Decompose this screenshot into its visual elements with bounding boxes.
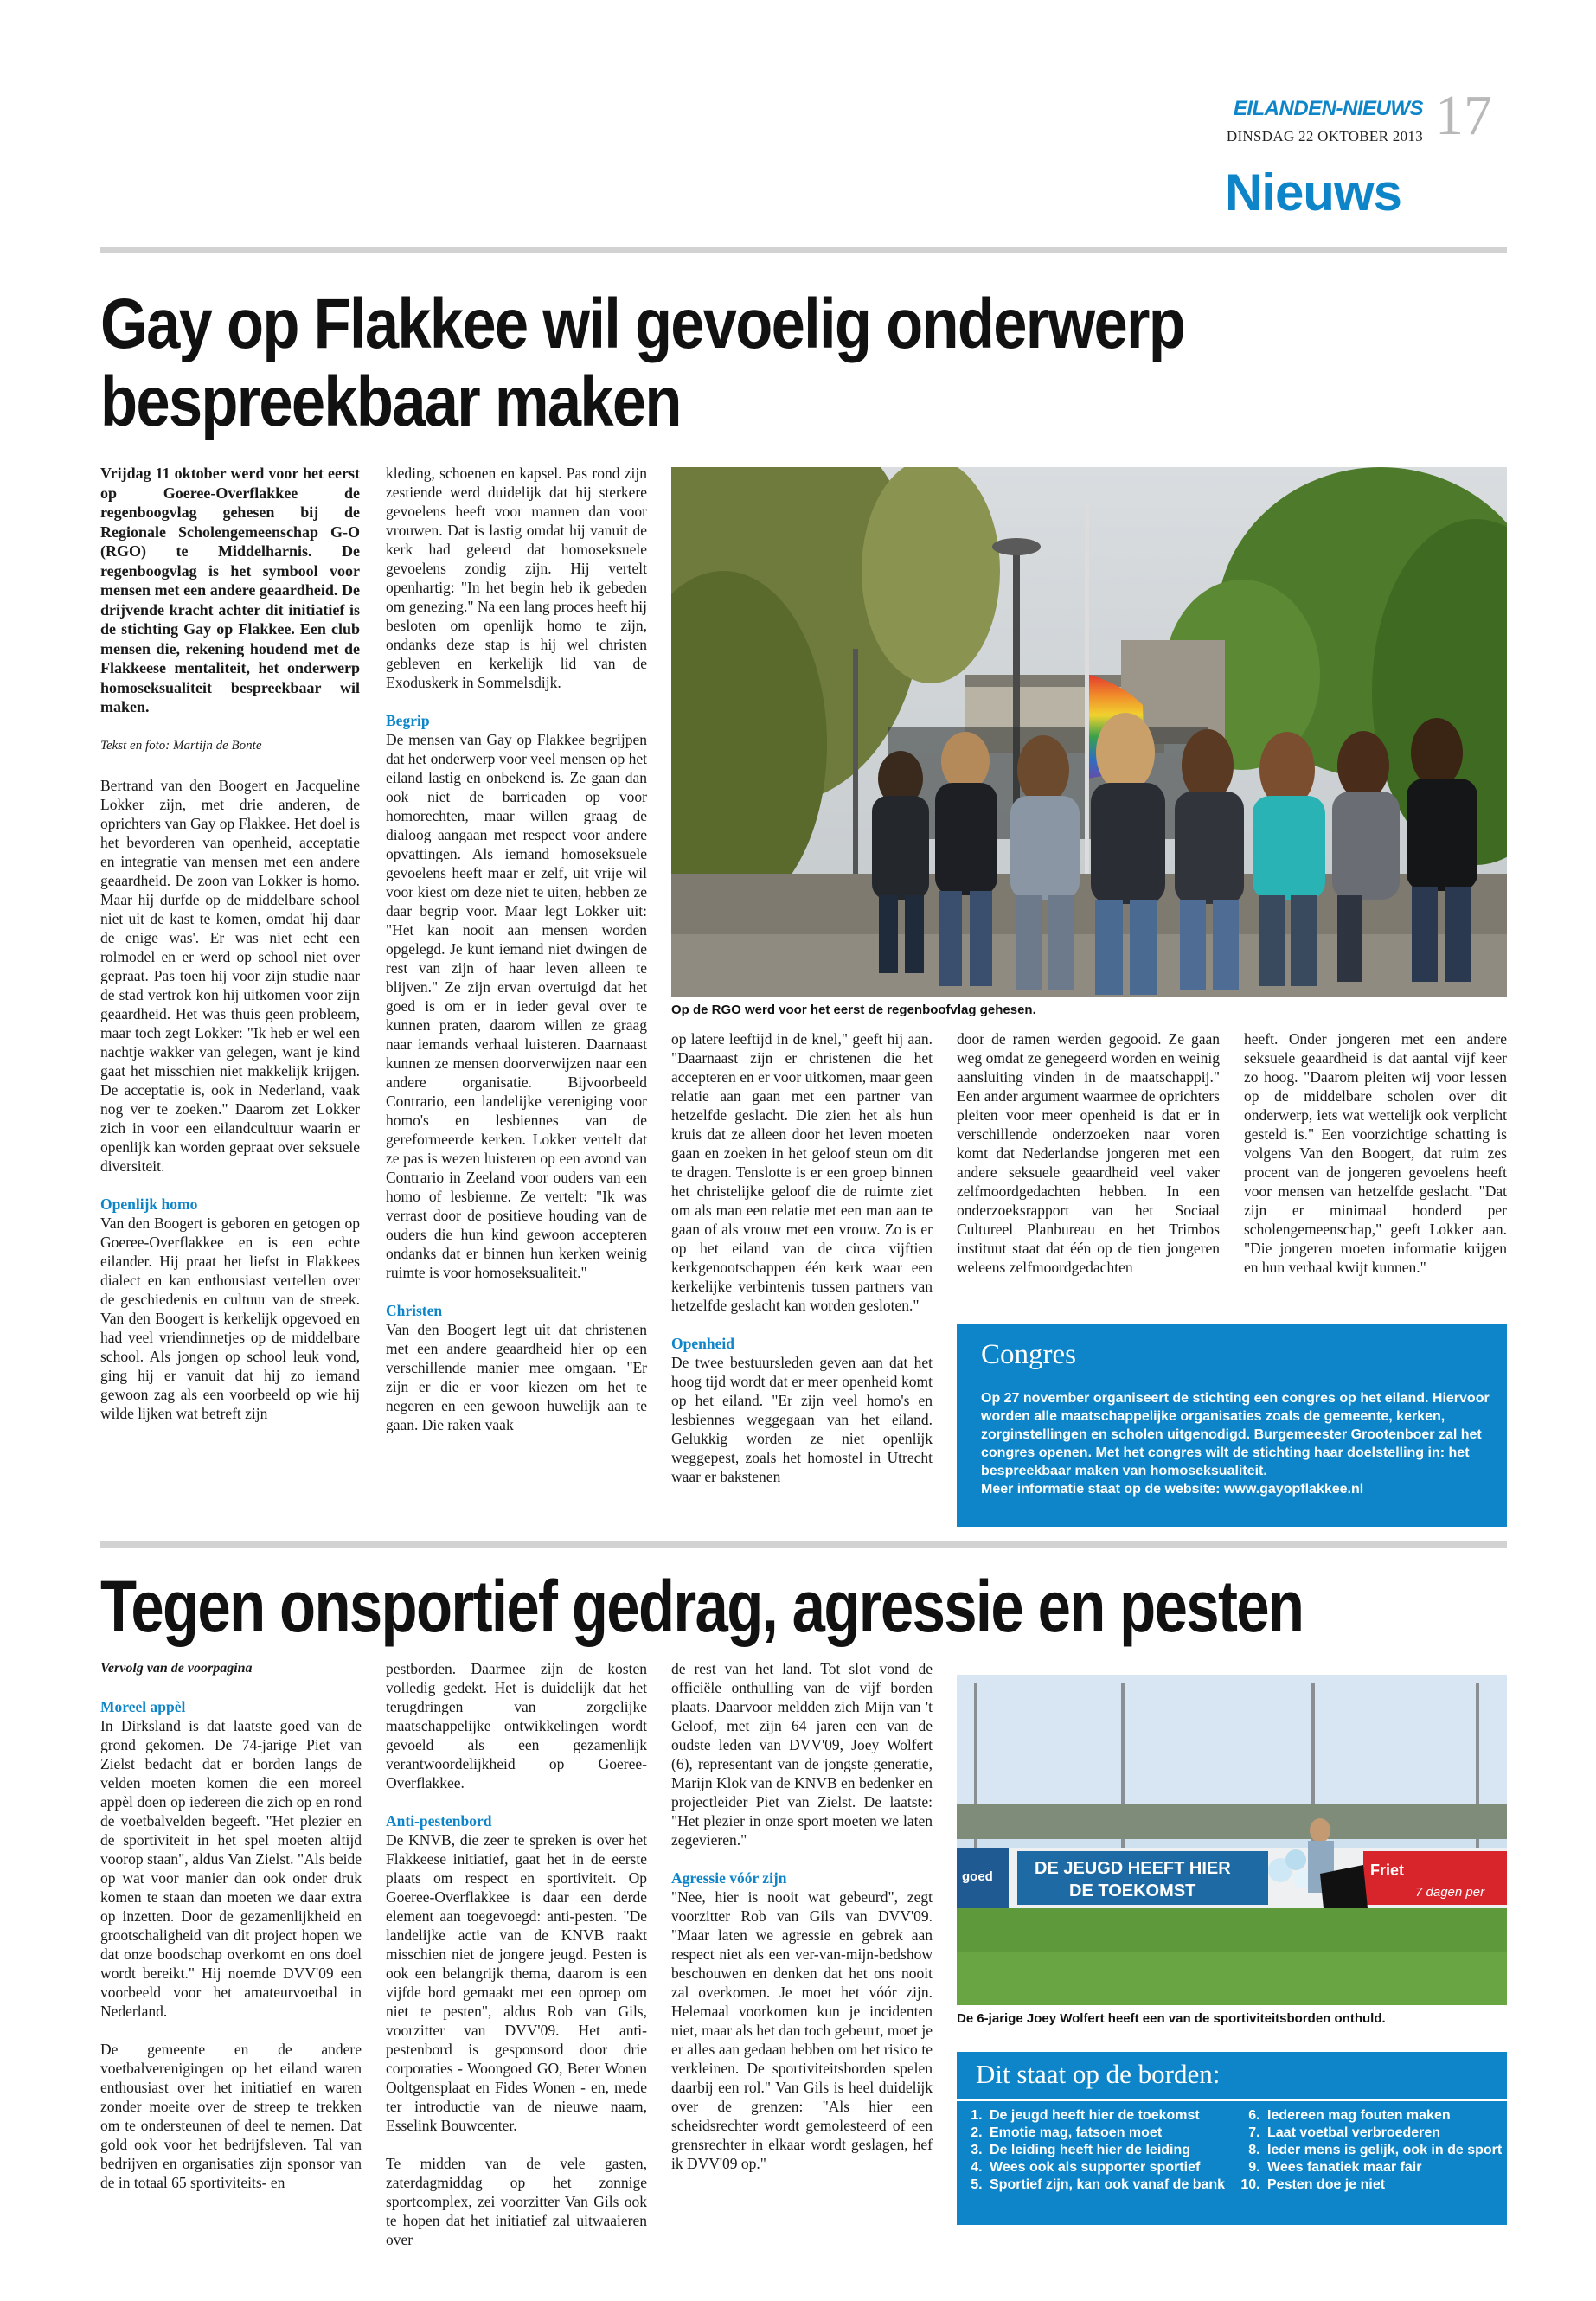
article1-paragraph: op latere leeftijd in de knel," geeft hij aan. "Daarnaast zijn er christenen die het accepteren en er voor uitkomen, maar geen relatie aan gaan met een partner van hetzelfde geslacht. Die zien het als hun kruis dat ze alleen door het leven moeten gaan en zoeken in het geloof steun om dit te dragen. Tenslotte is er een groep binnen het christelijke geloof die de ruimte ziet om als man een relatie met een man aan te gaan of als vrouw met een vrouw. Zo is er op het eiland van de circa vijftien kerkgenootschappen één kerk waar een kerkelijke verbintenis tussen partners van hetzelfde geslacht kan worden gesloten." — [671, 1030, 933, 1314]
page-number: 17 — [1435, 84, 1492, 147]
borden-item: 8. Ieder mens is gelijk, ook in de sport — [1264, 2142, 1507, 2159]
article2-paragraph: de rest van het land. Tot slot vond de officiële onthulling van de vijf borden plaats. Daarvoor meldden zich Mijn van 't Geloof, met zijn 64 jaren een van de oudste leden van DVV'09, Joey Wolfert (6), representant van de jongste generatie, Marijn Klok van de KNVB en bedenker en projectleider Piet van Zielst. De laatste: "Het plezier in onze sport moeten we laten zegevieren." — [671, 1660, 933, 1849]
article1-paragraph: Van den Boogert is geboren en getogen op Goeree-Overflakkee en is een echte eilander. Hij praat het liefst in Flakkees dialect en kan enthousiast vertellen over de geschiedenis en cultuur van de streek. Van den Boogert is kerkelijk opgevoed en had veel vriendinnetjes op de middelbare school. Als jongen op school leuk vond, ging hij er vanuit dat hij zo iemand gewoon zag als een voorbeeld op wie hij wilde lijken wat betreft zijn — [100, 1214, 360, 1422]
article1-paragraph: heeft. Onder jongeren met een andere seksuele geaardheid is dat aantal vijf keer zo hoog. "Daarom pleiten wij voor lessen op de middelbare scholen over dit onderwerp, iets wat wettelijk ook verplicht gesteld is." Een voorzichtige schatting is volgens Van den Boogert, dat ruim zes procent van de jongeren gevoelens heeft voor mensen van hetzelfde geslacht. "Dat zijn er minimaal honderd per scholengemeenschap," geeft Lokker aan. "Die jongeren moeten informatie krijgen en hun verhaal kwijt kunnen." — [1244, 1030, 1507, 1276]
borden-item: 5. Sportief zijn, kan ook vanaf de bank — [986, 2176, 1229, 2194]
article1-lead: Vrijdag 11 oktober werd voor het eerst op Goeree-Overflakkee de regenboogvlag gehesen bij de Regionale Scholengemeenschap G-O (RGO) te Middelharnis. De regenboogvlag is het symbool voor mensen met een andere geaardheid. De drijvende kracht achter dit initiatief is de stichting Gay op Flakkee. Een club mensen die, rekening houdend met de Flakkeese mentaliteit, het onderwerp homoseksualiteit bespreekbaar wil maken. — [100, 465, 360, 715]
subheading-agressie: Agressie vóór zijn — [671, 1869, 787, 1887]
newspaper-logo: EILANDEN-NIEUWS — [1233, 97, 1423, 120]
congres-info-box — [957, 1324, 1507, 1527]
website-link[interactable]: Meer informatie staat op de website: www.gayopflakkee.nl — [981, 1482, 1364, 1497]
svg-text:goed: goed — [962, 1869, 993, 1884]
subheading-anti-pestenbord: Anti-pestenbord — [386, 1812, 492, 1830]
borden-list-right — [1229, 2107, 1507, 2194]
borden-item: 2. Emotie mag, fatsoen moet — [986, 2125, 1229, 2142]
article1-col2 — [386, 464, 647, 1434]
borden-item: 1. De jeugd heeft hier de toekomst — [986, 2107, 1229, 2125]
subheading-openheid: Openheid — [671, 1335, 734, 1352]
flag-raising-illustration — [671, 467, 1507, 997]
top-divider — [100, 247, 1507, 253]
banner-right-text1: Friet — [1370, 1862, 1405, 1879]
banner-right-text2: 7 dagen per — [1415, 1885, 1485, 1900]
article2-paragraph: De gemeente en de andere voetbalverenigingen op het eiland waren enthousiast over het initiatief en waren zonder moeite over de streep te trekken om te ondersteunen of deel te nemen. Dat gold ook voor het bedrijfsleven. Tal van bedrijven en organisaties zijn sponsor van de in totaal 65 sportiviteits- en — [100, 2041, 362, 2191]
borden-box-title: Dit staat op de borden: — [976, 2059, 1221, 2089]
flag-photo-caption: Op de RGO werd voor het eerst de regenboofvlag gehesen. — [671, 1003, 1036, 1017]
article1-col3 — [671, 1029, 933, 1486]
subheading-moreel-appel: Moreel appèl — [100, 1698, 186, 1715]
section-title: Nieuws — [1224, 163, 1401, 221]
borden-list-left — [957, 2107, 1229, 2194]
borden-item: 6. Iedereen mag fouten maken — [1264, 2107, 1507, 2125]
article1-headline: Gay op Flakkee wil gevoelig onderwerp bespreekbaar maken — [100, 285, 1185, 441]
article2-headline: Tegen onsportief gedrag, agressie en pesten — [100, 1566, 1304, 1647]
banner-unveiling-photo — [957, 1675, 1507, 2005]
borden-item: 7. Laat voetbal verbroederen — [1264, 2125, 1507, 2142]
issue-date: DINSDAG 22 OKTOBER 2013 — [1226, 128, 1423, 144]
article2-col2 — [386, 1659, 647, 2249]
borden-item: 9. Wees fanatiek maar fair — [1264, 2159, 1507, 2176]
article2-col3 — [671, 1659, 933, 2173]
borden-info-box — [957, 2052, 1507, 2225]
borden-item: 4. Wees ook als supporter sportief — [986, 2159, 1229, 2176]
subheading-begrip: Begrip — [386, 712, 430, 729]
article1-paragraph: Van den Boogert legt uit dat christenen met een andere geaardheid hier op een verschillende manier mee omgaan. "Er zijn er die er voor kiezen om het te negeren en een gewoon huwelijk aan te gaan. Die raken vaak — [386, 1321, 647, 1433]
borden-item: 10. Pesten doe je niet — [1264, 2176, 1507, 2194]
article2-col1 — [100, 1659, 362, 2192]
continued-note: Vervolg van de voorpagina — [100, 1661, 253, 1676]
banner-photo-caption: De 6-jarige Joey Wolfert heeft een van de sportiviteitsborden onthuld. — [957, 2011, 1386, 2026]
article1-col4 — [957, 1029, 1220, 1277]
banner-text-line2: DE TOEKOMST — [1069, 1881, 1196, 1900]
subheading-christen: Christen — [386, 1302, 443, 1319]
borden-box-separator — [957, 2099, 1507, 2101]
article2-paragraph: "Nee, hier is nooit wat gebeurd", zegt voorzitter Rob van Gils van DVV'09. "Maar laten we agressie en gebrek aan respect niet als een ver-van-mijn-bedshow beschouwen en denken dat het ons nooit zal overkomen. Je moet het vóór zijn. Helemaal voorkomen kun je incidenten niet, maar als het dan toch gebeurt, moet je er alles aan gedaan hebben om het risico te verkleinen. De sportiviteitsborden spelen daarbij een rol." Van Gils is heel duidelijk over de grenzen: "Als hier een scheidsrechter wordt gemolesteerd of een grensrechter in elkaar wordt geslagen, hef ik DVV'09 op." — [671, 1888, 933, 2172]
middle-divider — [100, 1541, 1507, 1548]
article1-paragraph: De twee bestuursleden geven aan dat het hoog tijd wordt dat er meer openheid komt op het eiland. "Er zijn veel homo's en lesbiennes weggegaan van het eiland. Gelukkig worden ze niet openlijk weggepest, zoals het homostel in Utrecht waar er bakstenen — [671, 1354, 933, 1485]
banner-text-line1: DE JEUGD HEEFT HIER — [1035, 1859, 1231, 1878]
article1-paragraph: De mensen van Gay op Flakkee begrijpen dat het onderwerp voor veel mensen op het eiland lastig en onbekend is. Ze gaan dan ook niet de barricaden op voor homorechten, maar willen graag de dialoog aangaan met respect voor andere opvattingen. Als iemand homoseksuele gevoelens heeft maar er zelf, uit vrije wil voor kiest om deze niet te uiten, hebben ze daar begrip voor. Maar legt Lokker uit: "Het kan nooit aan mensen worden opgelegd. Je kunt iemand niet dwingen de rest van zijn of haar leven alleen te blijven." Ze zijn ervan overtuigd dat het goed is om er in ieder geval over te kunnen praten, daarom willen ze graag naar iemands verhaal luisteren. Daarnaast kunnen ze mensen doorverwijzen naar een andere organisatie. Bijvoorbeeld Contrario, een landelijke vereniging voor homo's en lesbiennes van de gereformeerde kerken. Lokker vertelt dat ze pas is wezen luisteren op een avond van Contrario in Zeeland voor ouders van een homo of lesbienne. Ze vertelt: "Ik was verrast door de positieve houding van de ouders die hun kind gewoon accepteren ondanks dat er binnen hun kerken weinig ruimte is voor homoseksualiteit." — [386, 731, 647, 1281]
congres-box-body: Op 27 november organiseert de stichting een congres op het eiland. Hiervoor worden alle maatschappelijke organisaties zoals de gemeente, kerken, zorginstellingen en scholen uitgenodigd. Burgemeester Grootenboer zal het congres openen. Met het congres wilt de stichting haar doelstelling in: het bespreekbaar maken van homoseksualiteit. Meer informatie staat op de website: www.gayopflakkee.nl — [981, 1391, 1490, 1497]
article2-paragraph: pestborden. Daarmee zijn de kosten volledig gedekt. Het is duidelijk dat het terugdringen van zorgelijke maatschappelijke ontwikkelingen wordt gevoeld als een gezamenlijk verantwoordelijkheid op Goeree-Overflakkee. — [386, 1660, 647, 1791]
borden-item: 3. De leiding heeft hier de leiding — [986, 2142, 1229, 2159]
subheading-openlijk-homo: Openlijk homo — [100, 1195, 198, 1213]
article1-paragraph: door de ramen werden gegooid. Ze gaan weg omdat ze genegeerd worden en weinig aansluiting vinden in de maatschappij." Een ander argument waarmee de oprichters pleiten voor meer openheid is dat er in verschillende onderzoeken naar voren komt dat Nederlandse jongeren met een andere seksuele geaardheid veel vaker zelfmoordgedachten hebben. In een onderzoeksrapport van het Sociaal Cultureel Planbureau en het Trimbos instituut staat dat één op de tien jongeren weleens zelfmoordgedachten — [957, 1030, 1220, 1276]
article1-col1 — [100, 464, 360, 1423]
article1-paragraph: kleding, schoenen en kapsel. Pas rond zijn zestiende werd duidelijk dat hij sterkere gevoelens heeft voor mannen dan voor vrouwen. Dat is lastig omdat hij vanuit de kerk had geleerd dat homoseksuele gevoelens zondig zijn. Hij vertelt openhartig: "In het begin heb ik gebeden om genezing." Na een lang proces heeft hij besloten om openlijk homo te zijn, ondanks deze stap is hij wel christen gebleven en kerkelijk lid van de Exoduskerk in Sommelsdijk. — [386, 465, 647, 691]
article2-paragraph: De KNVB, die zeer te spreken is over het Flakkeese initiatief, gaat het in de eerste plaats om respect en sportiviteit. Op Goeree-Overflakkee is daar een derde element aan toegevoegd: anti-pesten. "De landelijke actie van de KNVB raakt misschien niet de jongere jeugd. Pesten is ook een belangrijk thema, daarom is een vijfde bord gemaakt met een oproep om niet te pesten", aldus Rob van Gils, voorzitter van DVV'09. Het anti-pestenbord is gesponsord door drie corporaties - Woongoed GO, Beter Wonen Ooltgensplaat en Fides Wonen - en, mede ter introductie van de nieuwe naam, Esselink Bouwcenter. — [386, 1831, 647, 2134]
banner-unveiling-illustration — [957, 1675, 1507, 2005]
borden-list — [957, 2107, 1507, 2194]
congres-box-title: Congres — [981, 1339, 1076, 1370]
article1-col5 — [1244, 1029, 1507, 1277]
article1-paragraph: Bertrand van den Boogert en Jacqueline Lokker zijn, met drie anderen, de oprichters van Gay op Flakkee. Het doel is het bevorderen van openheid, acceptatie en integratie van mensen met een andere geaardheid. De zoon van Lokker is homo. Maar hij durfde op de middelbare school niet uit de kast te komen, omdat 'hij daar de enige was'. Er was niet echt een rolmodel en er werd op school niet over gepraat. Pas toen hij voor zijn studie naar de stad vertrok kon hij uitkomen voor zijn geaardheid. Het was thuis geen probleem, maar toch zegt Lokker: "Ik heb er wel een nachtje wakker van gelegen, want je kind gaat het misschien niet makkelijk krijgen. De acceptatie is, ook in Nederland, vaak nog ver te zoeken." Daarom zet Lokker zich in voor een eilandcultuur waarin er openlijk kan worden gepraat over seksuele diversiteit. — [100, 776, 360, 1175]
article2-paragraph: In Dirksland is dat laatste goed van de grond gekomen. De 74-jarige Piet van Zielst bedacht dat er borden langs de velden moeten komen die een moreel appèl doen op iedereen die zich op en rond de voetbalvelden begeeft. "Het plezier en de sportiviteit in het spel moeten altijd voorop staan", aldus Van Zielst. "Als beide op wat voor manier dan ook onder druk komen te staan dan moeten we daar extra op inzetten. Door de gezamenlijkheid en grootschaligheid van dit project hopen we dat onze boodschap overkomt en ons doel wordt bereikt." Hij noemde DVV'09 een voorbeeld voor het amateurvoetbal in Nederland. — [100, 1717, 362, 2020]
article2-paragraph: Te midden van de vele gasten, zaterdagmiddag op het zonnige sportcomplex, zei voorzitter Van Gils ook te hopen dat het initiatief zal uitwaaieren over — [386, 2155, 647, 2248]
flag-raising-photo — [671, 467, 1507, 997]
photo-credit: Tekst en foto: Martijn de Bonte — [100, 738, 262, 753]
